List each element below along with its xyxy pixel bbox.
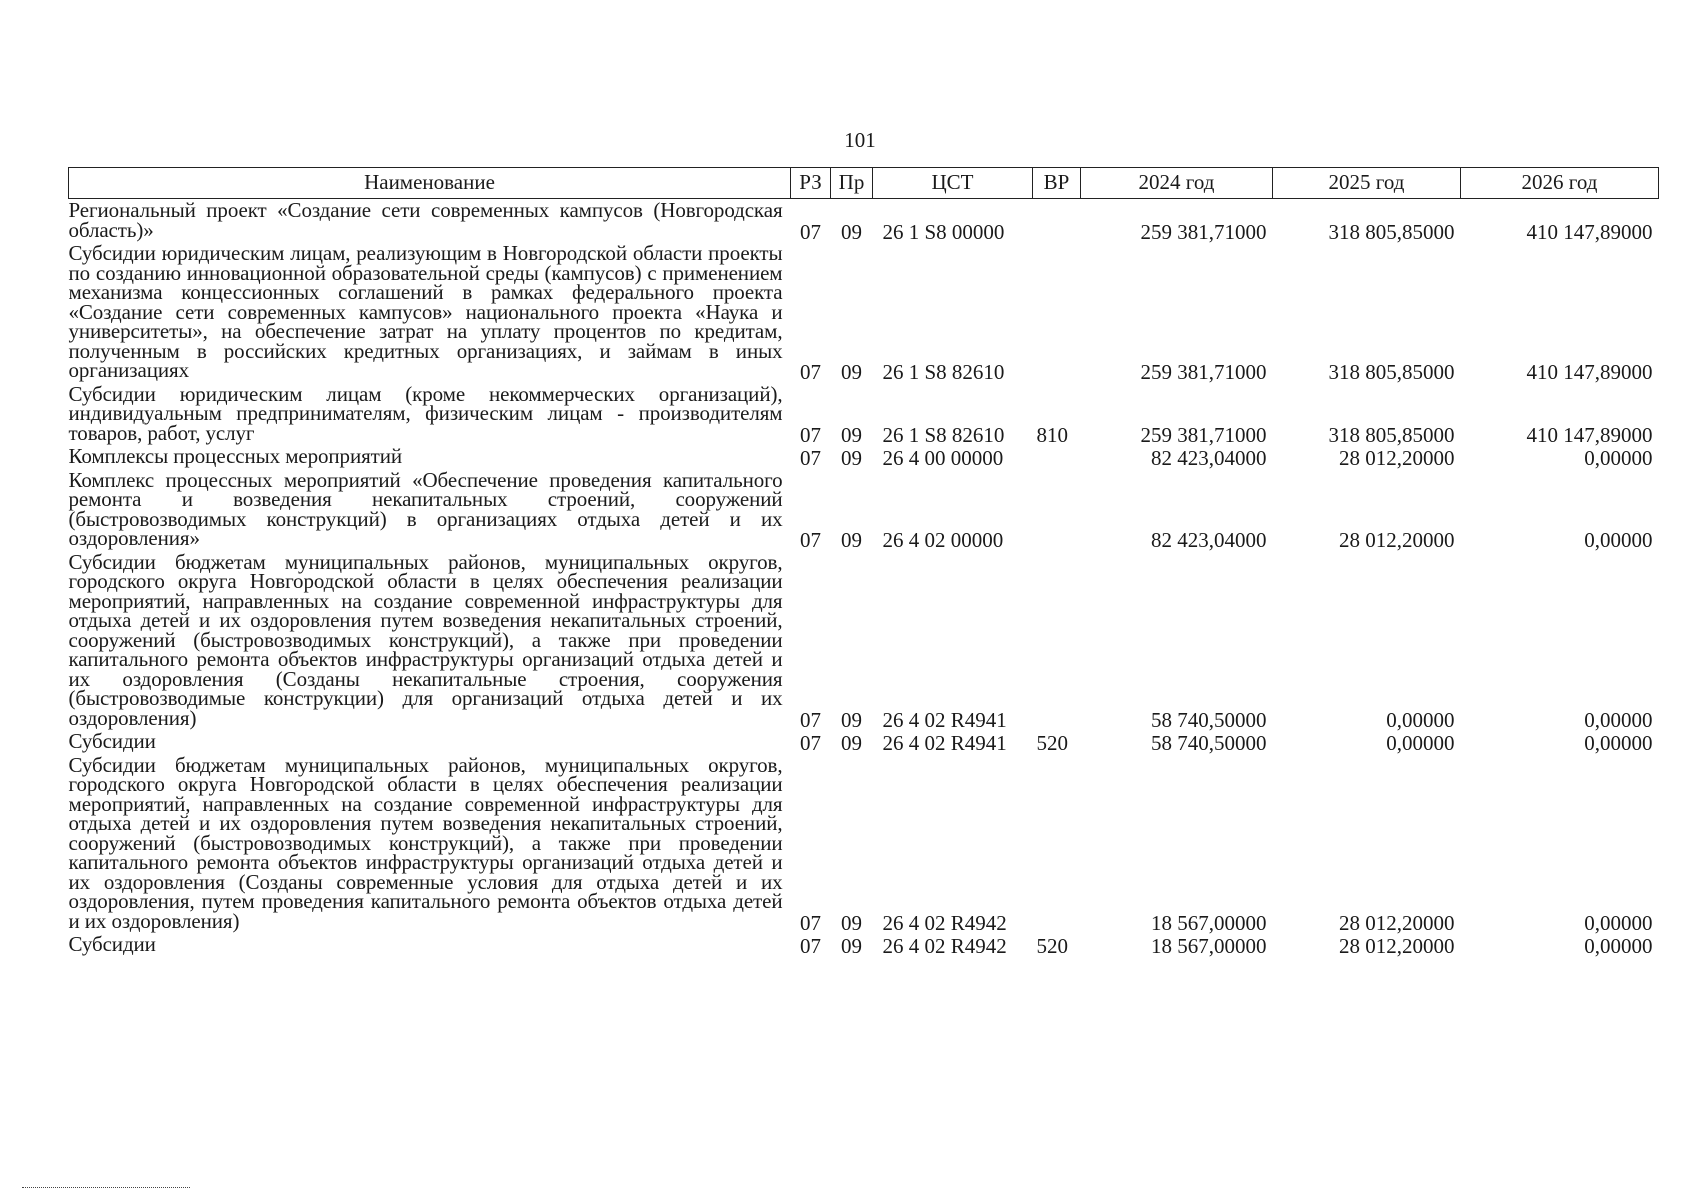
- col-header-vr: ВР: [1033, 168, 1081, 199]
- row-2024: 82 423,04000: [1151, 528, 1267, 552]
- row-2026: 0,00000: [1584, 934, 1653, 958]
- row-2026: 0,00000: [1584, 528, 1653, 552]
- table-row: [69, 469, 1659, 551]
- col-header-name: Наименование: [69, 168, 791, 199]
- row-cst: 26 4 02 R4941: [882, 707, 1007, 732]
- col-header-2025: 2025 год: [1273, 168, 1461, 199]
- row-2025: 0,00000: [1386, 707, 1455, 732]
- row-pr: 09: [841, 731, 862, 755]
- row-rz: 07: [800, 934, 821, 958]
- row-pr: 09: [841, 219, 862, 244]
- row-2024: 18 567,00000: [1151, 910, 1267, 935]
- row-vr: [1033, 242, 1081, 383]
- row-cst: 26 4 00 00000: [882, 446, 1004, 470]
- row-name: Комплекс процессных мероприятий «Обеспечение проведения капитального ремонта и возведения некапитальных строений, сооружений (быстровозводимых конструкций) в организациях отдыха детей и их оздоровления»: [68, 467, 783, 550]
- table-row: [69, 754, 1659, 934]
- budget-table: [68, 167, 1659, 957]
- row-vr: [1033, 754, 1081, 934]
- row-2026: 410 147,89000: [1526, 422, 1653, 447]
- row-name: Субсидии бюджетам муниципальных районов, муниципальных округов, городского округа Новгородской области в целях обеспечения реализации мероприятий, направленных на создание современной инфраструктуры для отдыха детей и их оздоровления путем возведения некапитальных строений, сооружений (быстровозводимых конструкций), а также при проведении капитального ремонта объектов инфраструктуры организаций отдыха детей и их оздоровления (Созданы современные условия для отдыха детей и их оздоровления, путем проведения капитального ремонта объектов отдыха детей и их оздоровления): [68, 752, 783, 933]
- table-row: [69, 199, 1659, 243]
- row-2026: 0,00000: [1584, 446, 1653, 470]
- row-2025: 318 805,85000: [1328, 219, 1455, 244]
- row-rz: 07: [800, 731, 821, 755]
- row-2025: 28 012,20000: [1339, 934, 1455, 958]
- row-pr: 09: [841, 422, 862, 447]
- table-row: [69, 933, 1659, 957]
- row-pr: 09: [841, 528, 862, 552]
- row-2026: 0,00000: [1584, 707, 1653, 732]
- row-pr: 09: [841, 707, 862, 732]
- page-number: 101: [844, 128, 876, 152]
- row-2026: 0,00000: [1584, 731, 1653, 755]
- row-vr: [1033, 551, 1081, 731]
- row-vr: [1033, 199, 1081, 243]
- row-name: Субсидии: [68, 932, 156, 956]
- footer-divider: [22, 1187, 190, 1188]
- row-vr: 520: [1036, 934, 1068, 958]
- row-vr: 520: [1036, 731, 1068, 755]
- row-2026: 0,00000: [1584, 910, 1653, 935]
- row-name: Субсидии юридическим лицам, реализующим в Новгородской области проекты по созданию инновационной образовательной среды (кампусов) с применением механизма концессионных соглашений в рамках федерального проекта «Создание сети современных кампусов» национального проекта «Наука и университеты», на обеспечение затрат на уплату процентов по кредитам, полученным в российских кредитных организациях, и займам в иных организациях: [68, 241, 783, 382]
- row-name: Комплексы процессных мероприятий: [68, 444, 403, 468]
- table-row: [69, 242, 1659, 383]
- row-rz: 07: [800, 528, 821, 552]
- row-2024: 82 423,04000: [1151, 446, 1267, 470]
- row-vr: [1033, 469, 1081, 551]
- row-name: Региональный проект «Создание сети современных кампусов (Новгородская область)»: [68, 198, 783, 242]
- col-header-pr: Пр: [831, 168, 873, 199]
- row-pr: 09: [841, 934, 862, 958]
- row-2025: 318 805,85000: [1328, 360, 1455, 384]
- table-row: [69, 730, 1659, 754]
- row-pr: 09: [841, 910, 862, 935]
- row-name: Субсидии бюджетам муниципальных районов, муниципальных округов, городского округа Новгородской области в целях обеспечения реализации мероприятий, направленных на создание современной инфраструктуры для отдыха детей и их оздоровления путем возведения некапитальных строений, сооружений (быстровозводимых конструкций), а также при проведении капитального ремонта объектов инфраструктуры организаций отдыха детей и их оздоровления (Созданы некапитальные строения, сооружения (быстровозводимые конструкции) для организаций отдыха детей и их оздоровления): [68, 549, 783, 730]
- row-rz: 07: [800, 360, 821, 384]
- col-header-2024: 2024 год: [1081, 168, 1273, 199]
- row-rz: 07: [800, 707, 821, 732]
- row-rz: 07: [800, 219, 821, 244]
- row-cst: 26 1 S8 00000: [882, 219, 1005, 244]
- col-header-rz: РЗ: [791, 168, 831, 199]
- row-2025: 0,00000: [1386, 731, 1455, 755]
- row-2025: 28 012,20000: [1339, 446, 1455, 470]
- row-cst: 26 4 02 R4942: [882, 910, 1007, 935]
- table-row: [69, 445, 1659, 469]
- row-2024: 259 381,71000: [1140, 422, 1267, 447]
- row-name: Субсидии: [68, 729, 156, 753]
- row-name: Субсидии юридическим лицам (кроме некоммерческих организаций), индивидуальным предпринимателям, физическим лицам - производителям товаров, работ, услуг: [68, 381, 783, 445]
- row-2026: 410 147,89000: [1526, 360, 1653, 384]
- row-pr: 09: [841, 446, 862, 470]
- row-vr: [1033, 445, 1081, 469]
- row-rz: 07: [800, 910, 821, 935]
- col-header-cst: ЦСТ: [873, 168, 1033, 199]
- row-2025: 318 805,85000: [1328, 422, 1455, 447]
- table-row: [69, 383, 1659, 446]
- row-2026: 410 147,89000: [1526, 219, 1653, 244]
- row-pr: 09: [841, 360, 862, 384]
- row-cst: 26 1 S8 82610: [882, 360, 1005, 384]
- table-row: [69, 551, 1659, 731]
- row-2024: 259 381,71000: [1140, 219, 1267, 244]
- row-2024: 58 740,50000: [1151, 731, 1267, 755]
- row-cst: 26 4 02 R4941: [882, 731, 1007, 755]
- row-rz: 07: [800, 446, 821, 470]
- row-vr: 810: [1036, 422, 1068, 447]
- row-2024: 18 567,00000: [1151, 934, 1267, 958]
- row-rz: 07: [800, 422, 821, 447]
- row-cst: 26 1 S8 82610: [882, 422, 1005, 447]
- row-2025: 28 012,20000: [1339, 910, 1455, 935]
- row-cst: 26 4 02 00000: [882, 528, 1004, 552]
- row-2024: 58 740,50000: [1151, 707, 1267, 732]
- row-2025: 28 012,20000: [1339, 528, 1455, 552]
- table-header-row: [69, 168, 1659, 199]
- row-2024: 259 381,71000: [1140, 360, 1267, 384]
- row-cst: 26 4 02 R4942: [882, 934, 1007, 958]
- col-header-2026: 2026 год: [1461, 168, 1659, 199]
